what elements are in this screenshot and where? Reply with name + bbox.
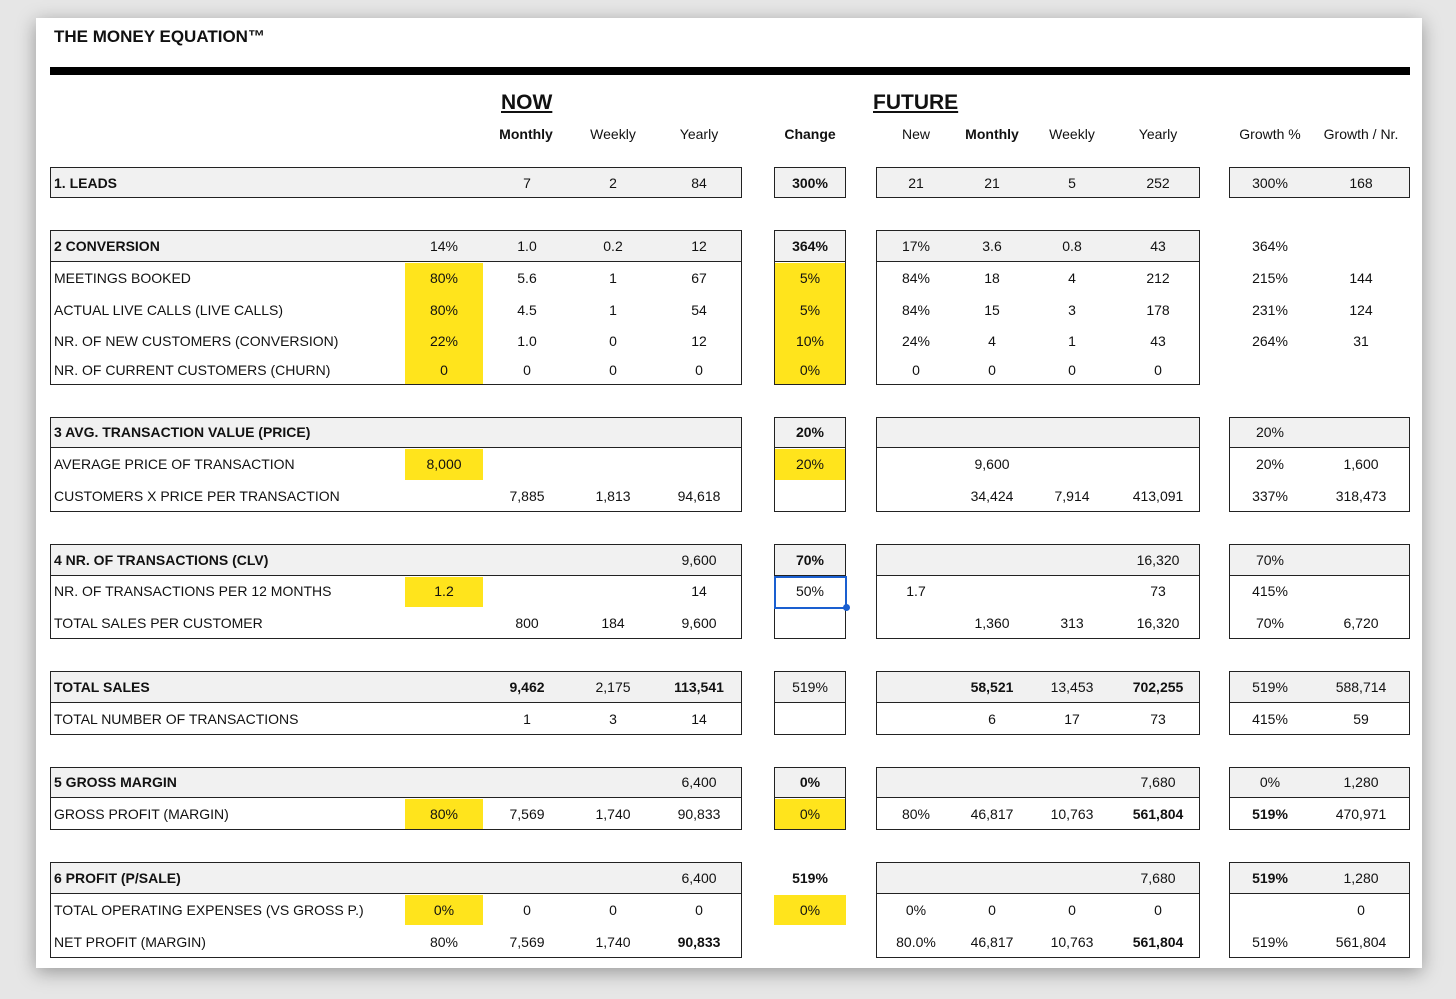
cell-future-monthly[interactable]: 46,817 [970,934,1014,950]
cell-growth-percent[interactable]: 415% [1252,583,1288,599]
cell-now-yearly[interactable]: 94,618 [677,488,721,504]
section-future-heading: FUTURE [873,91,959,114]
cell-now-monthly[interactable]: 1.0 [517,238,537,254]
cell-now-yearly[interactable]: 6,400 [681,774,717,790]
header-future-new: New [901,126,931,142]
cell-now-monthly[interactable]: 7,885 [509,488,545,504]
cell-now-weekly[interactable]: 0 [609,362,617,378]
cell-future-yearly[interactable]: 73 [1150,583,1166,599]
cell-change[interactable]: 364% [792,238,828,254]
cell-growth-percent[interactable]: 519% [1252,934,1288,950]
cell-change[interactable]: 5% [799,302,821,318]
cell-now-monthly[interactable]: 7 [523,175,531,191]
cell-future-weekly[interactable]: 10,763 [1050,806,1094,822]
row-label: 3 AVG. TRANSACTION VALUE (PRICE) [54,424,311,440]
cell-growth-percent[interactable]: 20% [1255,424,1285,440]
cell-now-monthly[interactable]: 1.0 [517,333,537,349]
cell-future-new[interactable]: 80% [901,806,931,822]
cell-future-yearly[interactable]: 0 [1154,362,1162,378]
cell-now-monthly[interactable]: 4.5 [517,302,537,318]
cell-now-weekly[interactable]: 1 [609,270,617,286]
cell-future-monthly[interactable]: 18 [984,270,1000,286]
row-label: 1. LEADS [54,175,118,191]
cell-future-new[interactable]: 21 [908,175,924,191]
cell-future-weekly[interactable]: 0 [1068,902,1076,918]
header-now-monthly: Monthly [499,126,553,142]
row-label: TOTAL SALES [54,679,150,695]
row-label: GROSS PROFIT (MARGIN) [54,806,229,822]
cell-input[interactable]: 22% [429,333,459,349]
cell-now-weekly[interactable]: 1,740 [595,806,631,822]
cell-now-monthly[interactable]: 800 [515,615,539,631]
cell-future-yearly[interactable]: 561,804 [1132,934,1184,950]
cell-change[interactable]: 0% [799,806,821,822]
cell-future-monthly[interactable]: 9,600 [974,456,1010,472]
header-now-yearly: Yearly [679,126,719,142]
row-label: 4 NR. OF TRANSACTIONS (CLV) [54,552,269,568]
cell-future-yearly[interactable]: 7,680 [1140,870,1176,886]
cell-input[interactable]: 80% [429,270,459,286]
cell-growth-number[interactable]: 1,280 [1343,774,1379,790]
row-label: TOTAL OPERATING EXPENSES (VS GROSS P.) [54,902,364,918]
cell-growth-number[interactable]: 1,600 [1343,456,1379,472]
cell-change[interactable]: 519% [792,870,828,886]
cell-now-monthly[interactable]: 7,569 [509,806,545,822]
cell-change[interactable]: 519% [792,679,828,695]
cell-now-yearly[interactable]: 12 [691,333,707,349]
cell-growth-percent[interactable]: 364% [1252,238,1288,254]
cell-future-weekly[interactable]: 0 [1068,362,1076,378]
cell-now-yearly[interactable]: 0 [695,902,703,918]
cell-future-new[interactable]: 80.0% [896,934,936,950]
cell-growth-percent[interactable]: 337% [1252,488,1288,504]
cell-future-new[interactable]: 17% [901,238,931,254]
cell-change[interactable]: 300% [792,175,828,191]
cell-change[interactable]: 10% [795,333,825,349]
cell-future-weekly[interactable]: 17 [1064,711,1080,727]
cell-now-yearly[interactable]: 84 [691,175,707,191]
cell-change[interactable]: 5% [799,270,821,286]
row-label: NR. OF CURRENT CUSTOMERS (CHURN) [54,362,331,378]
header-future-yearly: Yearly [1138,126,1178,142]
cell-now-yearly[interactable]: 90,833 [677,806,721,822]
row-label: 6 PROFIT (P/SALE) [54,870,181,886]
cell-now-monthly[interactable]: 5.6 [517,270,537,286]
row-label: 2 CONVERSION [54,238,160,254]
cell-growth-percent[interactable]: 20% [1255,456,1285,472]
cell-growth-percent[interactable]: 215% [1252,270,1288,286]
header-growth-number: Growth / Nr. [1323,126,1399,142]
cell-now-weekly[interactable]: 1,740 [595,934,631,950]
cell-now-monthly[interactable]: 9,462 [509,679,545,695]
cell-growth-number[interactable]: 318,473 [1335,488,1387,504]
cell-future-new[interactable]: 24% [901,333,931,349]
cell-growth-percent[interactable]: 70% [1255,552,1285,568]
cell-future-weekly[interactable]: 7,914 [1054,488,1090,504]
cell-now-weekly[interactable]: 1,813 [595,488,631,504]
cell-future-new[interactable]: 84% [901,270,931,286]
cell-input[interactable]: 0 [440,362,448,378]
cell-future-yearly[interactable]: 561,804 [1132,806,1184,822]
cell-future-weekly[interactable]: 0.8 [1062,238,1082,254]
cell-future-monthly[interactable]: 21 [984,175,1000,191]
row-label: TOTAL SALES PER CUSTOMER [54,615,263,631]
cell-growth-number[interactable]: 1,280 [1343,870,1379,886]
cell-change[interactable]: 20% [795,456,825,472]
cell-future-new[interactable]: 0% [905,902,927,918]
cell-now-yearly[interactable]: 6,400 [681,870,717,886]
cell-future-yearly[interactable]: 252 [1146,175,1170,191]
cell-change[interactable]: 20% [795,424,825,440]
cell-future-weekly[interactable]: 5 [1068,175,1076,191]
cell-input[interactable]: 80% [429,934,459,950]
cell-now-yearly[interactable]: 14 [691,583,707,599]
cell-change[interactable]: 70% [795,552,825,568]
cell-now-yearly[interactable]: 0 [695,362,703,378]
cell-future-monthly[interactable]: 58,521 [970,679,1014,695]
row-label: CUSTOMERS X PRICE PER TRANSACTION [54,488,340,504]
cell-future-monthly[interactable]: 15 [984,302,1000,318]
cell-now-yearly[interactable]: 14 [691,711,707,727]
cell-future-new[interactable]: 0 [912,362,920,378]
cell-future-monthly[interactable]: 6 [988,711,996,727]
cell-future-yearly[interactable]: 413,091 [1132,488,1184,504]
header-change: Change [784,126,836,142]
cell-growth-percent[interactable]: 264% [1252,333,1288,349]
cell-future-yearly[interactable]: 702,255 [1132,679,1184,695]
cell-future-monthly[interactable]: 1,360 [974,615,1010,631]
cell-change[interactable]: 0% [799,774,821,790]
cell-future-weekly[interactable]: 13,453 [1050,679,1094,695]
row-label: AVERAGE PRICE OF TRANSACTION [54,456,295,472]
selection-fill-handle[interactable] [843,604,850,611]
cell-change[interactable]: 0% [799,362,821,378]
row-label: NR. OF NEW CUSTOMERS (CONVERSION) [54,333,339,349]
title-divider [50,67,1410,75]
cell-now-weekly[interactable]: 184 [601,615,625,631]
cell-future-weekly[interactable]: 3 [1068,302,1076,318]
cell-growth-number[interactable]: 59 [1353,711,1369,727]
cell-future-yearly[interactable]: 16,320 [1136,615,1180,631]
cell-growth-percent[interactable]: 415% [1252,711,1288,727]
header-now-weekly: Weekly [590,126,636,142]
cell-now-yearly[interactable]: 12 [691,238,707,254]
header-future-monthly: Monthly [965,126,1019,142]
cell-input[interactable]: 8,000 [426,456,462,472]
cell-growth-number[interactable]: 588,714 [1335,679,1387,695]
row-label: NR. OF TRANSACTIONS PER 12 MONTHS [54,583,332,599]
cell-growth-number[interactable]: 168 [1349,175,1373,191]
cell-change[interactable]: 50% [795,583,825,599]
cell-future-monthly[interactable]: 0 [988,362,996,378]
cell-future-monthly[interactable]: 34,424 [970,488,1014,504]
cell-future-new[interactable]: 84% [901,302,931,318]
cell-now-weekly[interactable]: 0 [609,902,617,918]
cell-input[interactable]: 80% [429,302,459,318]
cell-growth-percent[interactable]: 300% [1252,175,1288,191]
page-title: THE MONEY EQUATION™ [54,27,265,46]
cell-now-monthly[interactable]: 0 [523,902,531,918]
row-label: TOTAL NUMBER OF TRANSACTIONS [54,711,299,727]
cell-growth-percent[interactable]: 0% [1259,774,1281,790]
cell-future-yearly[interactable]: 73 [1150,711,1166,727]
cell-input[interactable]: 14% [429,238,459,254]
cell-future-yearly[interactable]: 178 [1146,302,1170,318]
cell-future-monthly[interactable]: 3.6 [982,238,1002,254]
cell-growth-percent[interactable]: 519% [1252,806,1288,822]
cell-now-weekly[interactable]: 0.2 [603,238,623,254]
cell-input[interactable]: 0% [433,902,455,918]
block-1-now-border [50,167,742,198]
cell-growth-number[interactable]: 561,804 [1335,934,1387,950]
cell-now-monthly[interactable]: 1 [523,711,531,727]
cell-now-weekly[interactable]: 2 [609,175,617,191]
cell-future-weekly[interactable]: 1 [1068,333,1076,349]
cell-change[interactable]: 0% [799,902,821,918]
cell-now-yearly[interactable]: 113,541 [674,679,724,695]
cell-growth-number[interactable]: 144 [1349,270,1373,286]
cell-input[interactable]: 80% [429,806,459,822]
section-now-heading: NOW [501,91,553,114]
cell-future-yearly[interactable]: 16,320 [1136,552,1180,568]
cell-future-yearly[interactable]: 212 [1146,270,1170,286]
cell-future-yearly[interactable]: 43 [1150,333,1166,349]
cell-now-yearly[interactable]: 54 [691,302,707,318]
cell-now-yearly[interactable]: 67 [691,270,707,286]
cell-now-monthly[interactable]: 0 [523,362,531,378]
cell-growth-percent[interactable]: 519% [1252,679,1288,695]
row-label: NET PROFIT (MARGIN) [54,934,206,950]
cell-future-weekly[interactable]: 4 [1068,270,1076,286]
cell-now-yearly[interactable]: 9,600 [681,615,717,631]
cell-input[interactable]: 1.2 [434,583,454,599]
header-future-weekly: Weekly [1049,126,1095,142]
cell-now-weekly[interactable]: 0 [609,333,617,349]
cell-future-weekly[interactable]: 10,763 [1050,934,1094,950]
cell-future-monthly[interactable]: 46,817 [970,806,1014,822]
cell-now-weekly[interactable]: 2,175 [595,679,631,695]
cell-growth-number[interactable]: 31 [1353,333,1369,349]
cell-now-yearly[interactable]: 9,600 [681,552,717,568]
cell-future-yearly[interactable]: 0 [1154,902,1162,918]
cell-future-monthly[interactable]: 4 [988,333,996,349]
cell-growth-number[interactable]: 470,971 [1335,806,1387,822]
cell-growth-number[interactable]: 0 [1357,902,1365,918]
cell-future-yearly[interactable]: 43 [1150,238,1166,254]
cell-now-yearly[interactable]: 90,833 [677,934,721,950]
cell-now-weekly[interactable]: 1 [609,302,617,318]
cell-now-weekly[interactable]: 3 [609,711,617,727]
cell-now-monthly[interactable]: 7,569 [509,934,545,950]
cell-growth-number[interactable]: 124 [1349,302,1373,318]
cell-growth-percent[interactable]: 231% [1252,302,1288,318]
row-label: 5 GROSS MARGIN [54,774,177,790]
cell-growth-percent[interactable]: 519% [1252,870,1288,886]
cell-growth-number[interactable]: 6,720 [1343,615,1379,631]
cell-future-new[interactable]: 1.7 [906,583,926,599]
cell-growth-percent[interactable]: 70% [1255,615,1285,631]
row-label: ACTUAL LIVE CALLS (LIVE CALLS) [54,302,284,318]
row-label: MEETINGS BOOKED [54,270,191,286]
cell-future-monthly[interactable]: 0 [988,902,996,918]
cell-future-weekly[interactable]: 313 [1060,615,1084,631]
cell-future-yearly[interactable]: 7,680 [1140,774,1176,790]
header-growth-percent: Growth % [1239,126,1301,142]
